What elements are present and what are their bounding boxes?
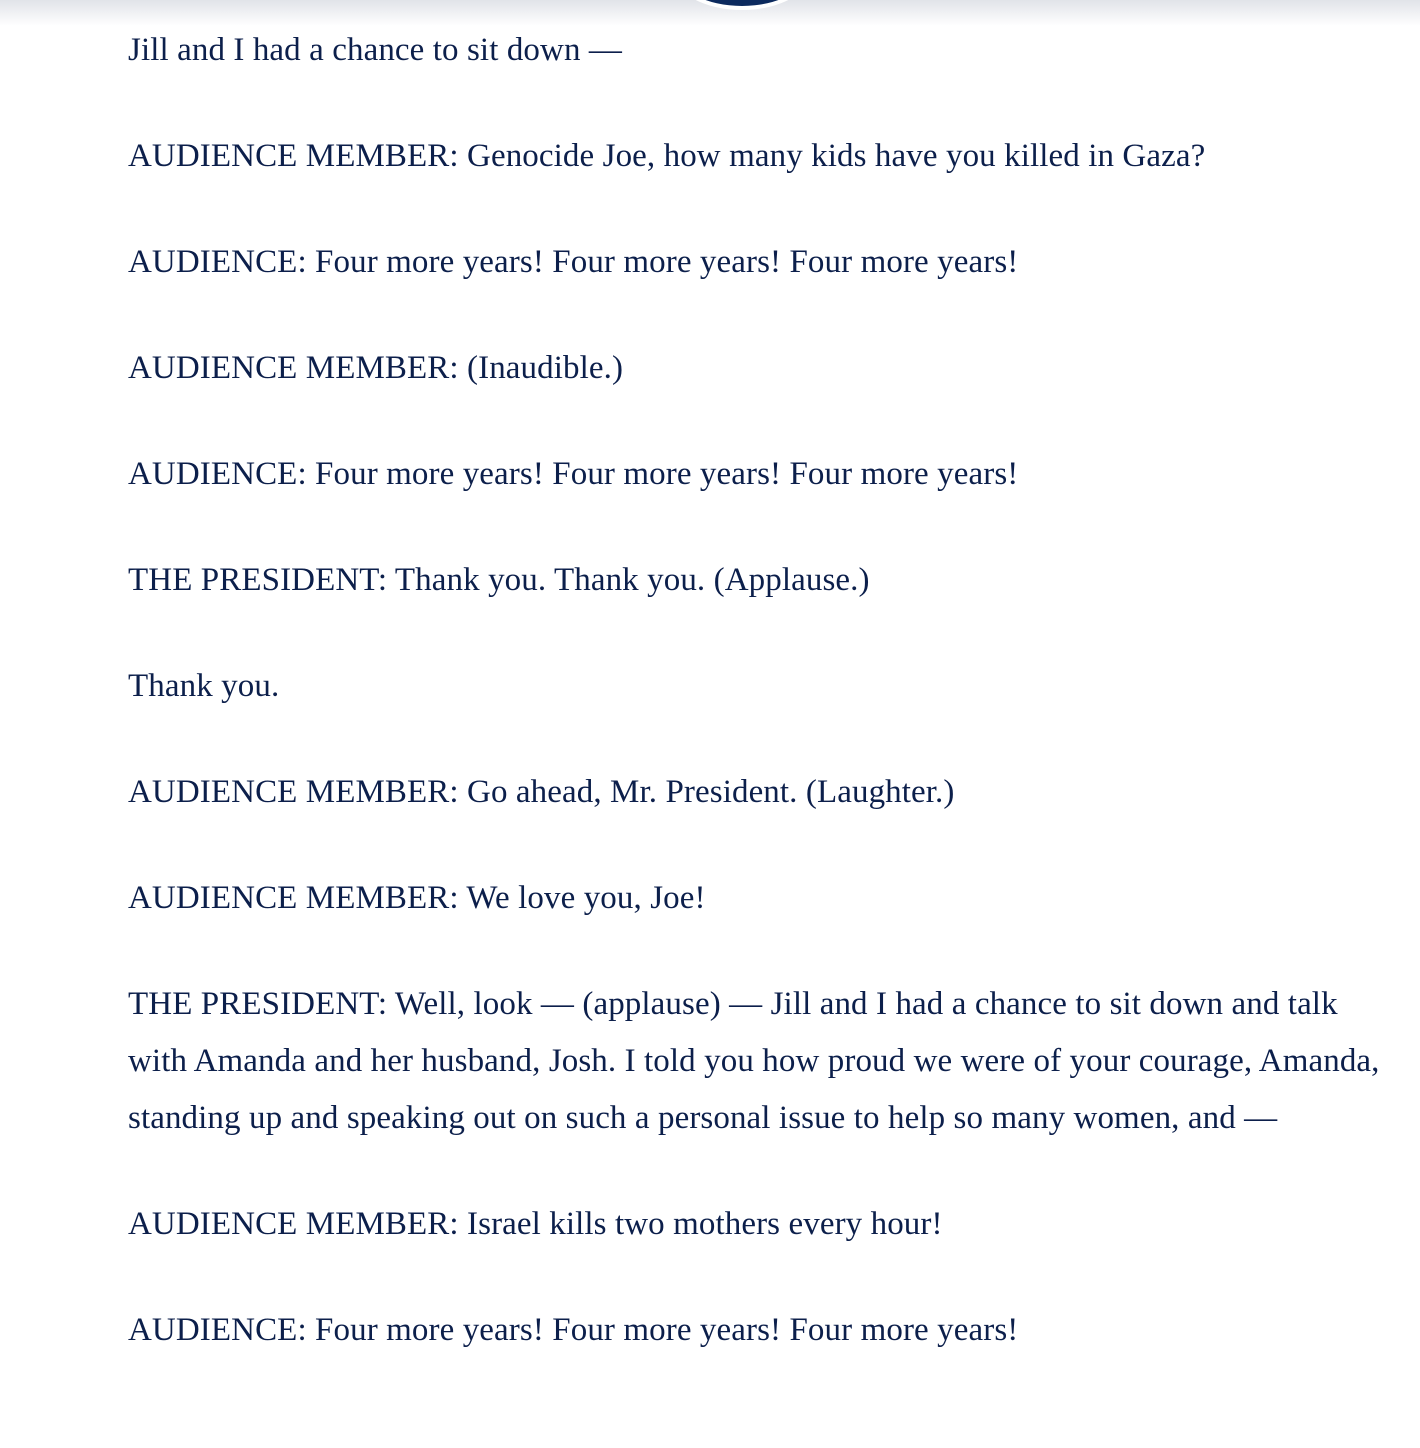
transcript-paragraph: AUDIENCE MEMBER: Israel kills two mothers every hour! <box>128 1206 943 1242</box>
transcript-paragraph: AUDIENCE: Four more years! Four more years! Four more years! <box>128 1312 1019 1348</box>
transcript-paragraph: Jill and I had a chance to sit down — <box>128 32 622 68</box>
transcript-paragraph: AUDIENCE MEMBER: Go ahead, Mr. President. (Laughter.) <box>128 774 955 810</box>
transcript-paragraph: AUDIENCE: Four more years! Four more years! Four more years! <box>128 244 1019 280</box>
transcript-paragraph: Thank you. <box>128 668 280 704</box>
transcript-body <box>128 22 1398 1359</box>
transcript-paragraph: AUDIENCE: Four more years! Four more years! Four more years! <box>128 456 1019 492</box>
transcript-paragraph: THE PRESIDENT: Thank you. Thank you. (Applause.) <box>128 562 870 598</box>
transcript-paragraph: AUDIENCE MEMBER: Genocide Joe, how many kids have you killed in Gaza? <box>128 138 1206 174</box>
transcript-paragraph: AUDIENCE MEMBER: We love you, Joe! <box>128 880 706 916</box>
transcript-paragraph: THE PRESIDENT: Well, look — (applause) — Jill and I had a chance to sit down and talk with Amanda and her husband, Josh. I told you how proud we were of your courage, Amanda, standing up and speaking out on such a personal issue to help so many women, and — <box>128 986 1380 1136</box>
transcript-paragraph: AUDIENCE MEMBER: (Inaudible.) <box>128 350 624 386</box>
